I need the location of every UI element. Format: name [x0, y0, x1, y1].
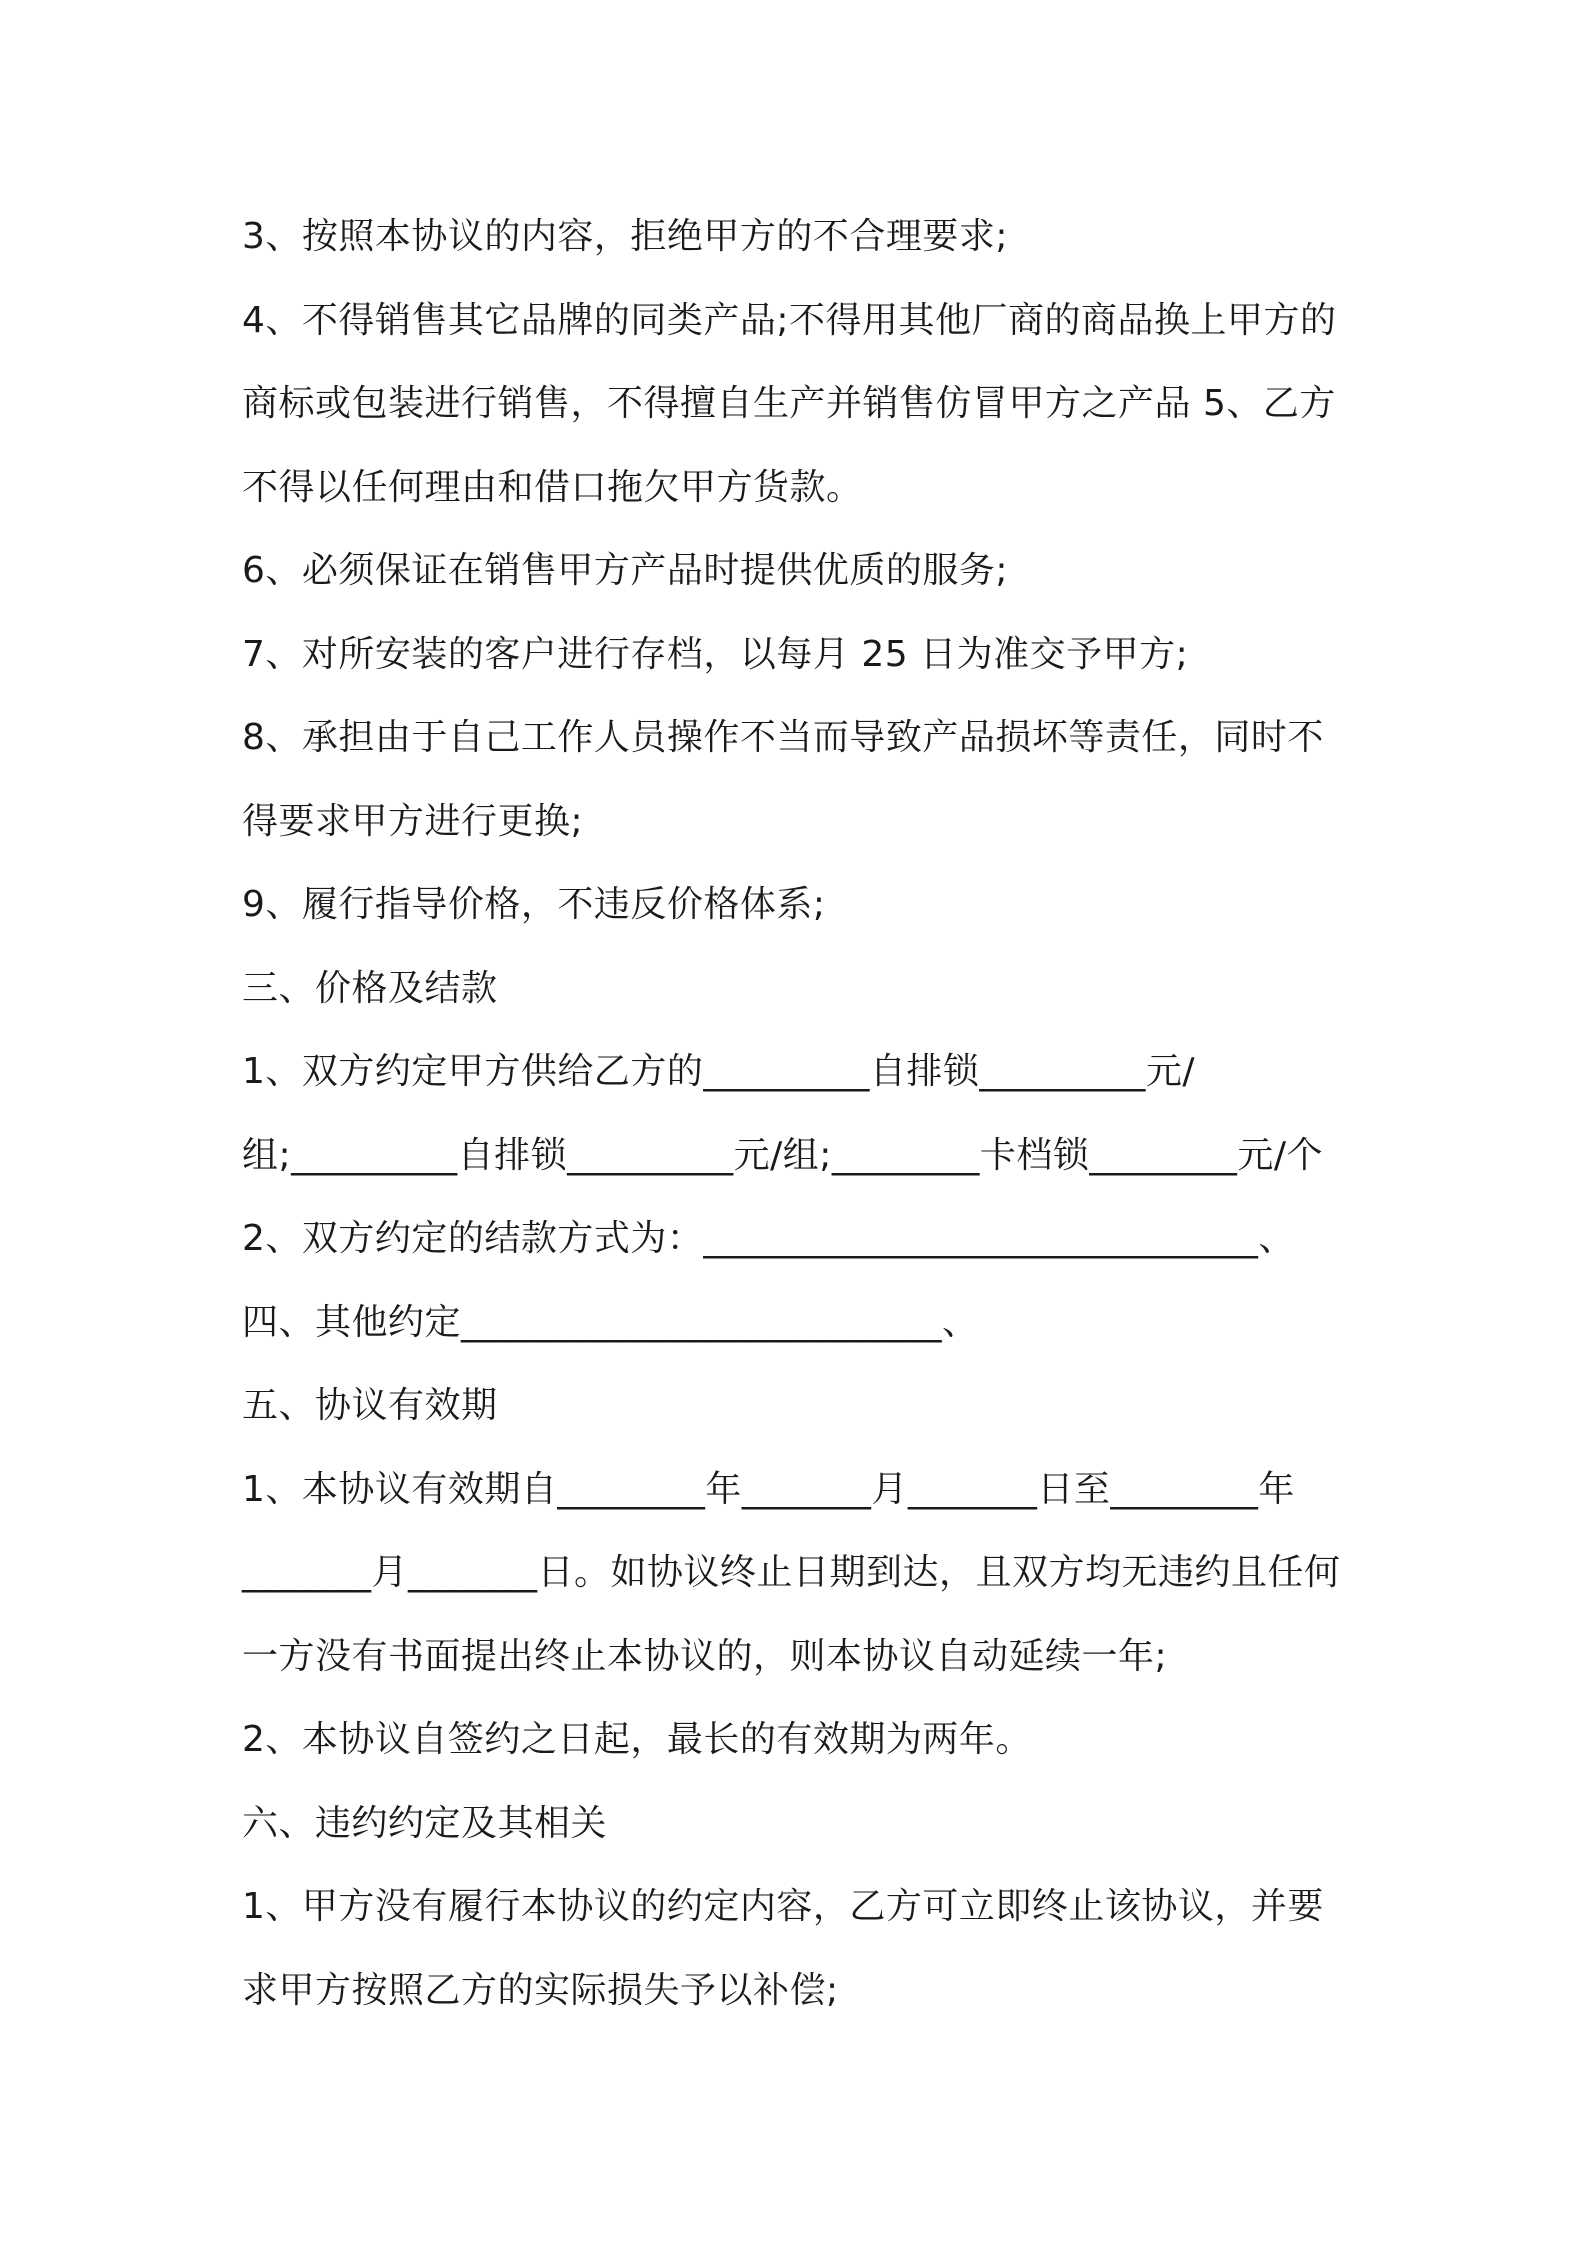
clause-3: 3、按照本协议的内容，拒绝甲方的不合理要求; [242, 216, 1009, 257]
breach-clause-1-line-1: 1、甲方没有履行本协议的约定内容，乙方可立即终止该协议，并要 [242, 1886, 1324, 1927]
clause-9: 9、履行指导价格，不违反价格体系; [242, 884, 826, 925]
clause-4-line-1: 4、不得销售其它品牌的同类产品;不得用其他厂商的商品换上甲方的 [242, 299, 1337, 341]
breach-clause-1-line-2: 求甲方按照乙方的实际损失予以补偿; [242, 1969, 839, 2011]
document-body [242, 195, 1362, 2032]
validity-clause-1-line-3: 一方没有书面提出终止本协议的，则本协议自动延续一年; [242, 1635, 1168, 1677]
price-clause-1-line-1: 1、双方约定甲方供给乙方的_________自排锁_________元/ [242, 1051, 1196, 1092]
validity-clause-2: 2、本协议自签约之日起，最长的有效期为两年。 [242, 1719, 1032, 1760]
price-clause-1-line-2: 组;_________自排锁_________元/组;________卡档锁________元/个 [242, 1134, 1324, 1176]
section-heading-price: 三、价格及结款 [242, 967, 498, 1009]
clause-6: 6、必须保证在销售甲方产品时提供优质的服务; [242, 550, 1009, 591]
validity-clause-1-line-1: 1、本协议有效期自________年_______月_______日至________年 [242, 1468, 1295, 1510]
clause-8-line-1: 8、承担由于自己工作人员操作不当而导致产品损坏等责任，同时不 [242, 717, 1324, 758]
clause-7: 7、对所安装的客户进行存档，以每月 25 日为准交予甲方; [242, 633, 1189, 675]
section-heading-other: 四、其他约定__________________________、 [242, 1301, 979, 1343]
section-heading-validity: 五、协议有效期 [242, 1385, 498, 1426]
validity-clause-1-line-2: _______月_______日。如协议终止日期到达，且双方均无违约且任何 [242, 1552, 1341, 1593]
clause-4-line-2: 商标或包装进行销售，不得擅自生产并销售仿冒甲方之产品 5、乙方 [242, 383, 1336, 424]
price-clause-2: 2、双方约定的结款方式为：______________________________、 [242, 1218, 1295, 1259]
clause-4-line-3: 不得以任何理由和借口拖欠甲方货款。 [242, 466, 863, 508]
clause-8-line-2: 得要求甲方进行更换; [242, 800, 584, 842]
section-heading-breach: 六、违约约定及其相关 [242, 1802, 608, 1844]
